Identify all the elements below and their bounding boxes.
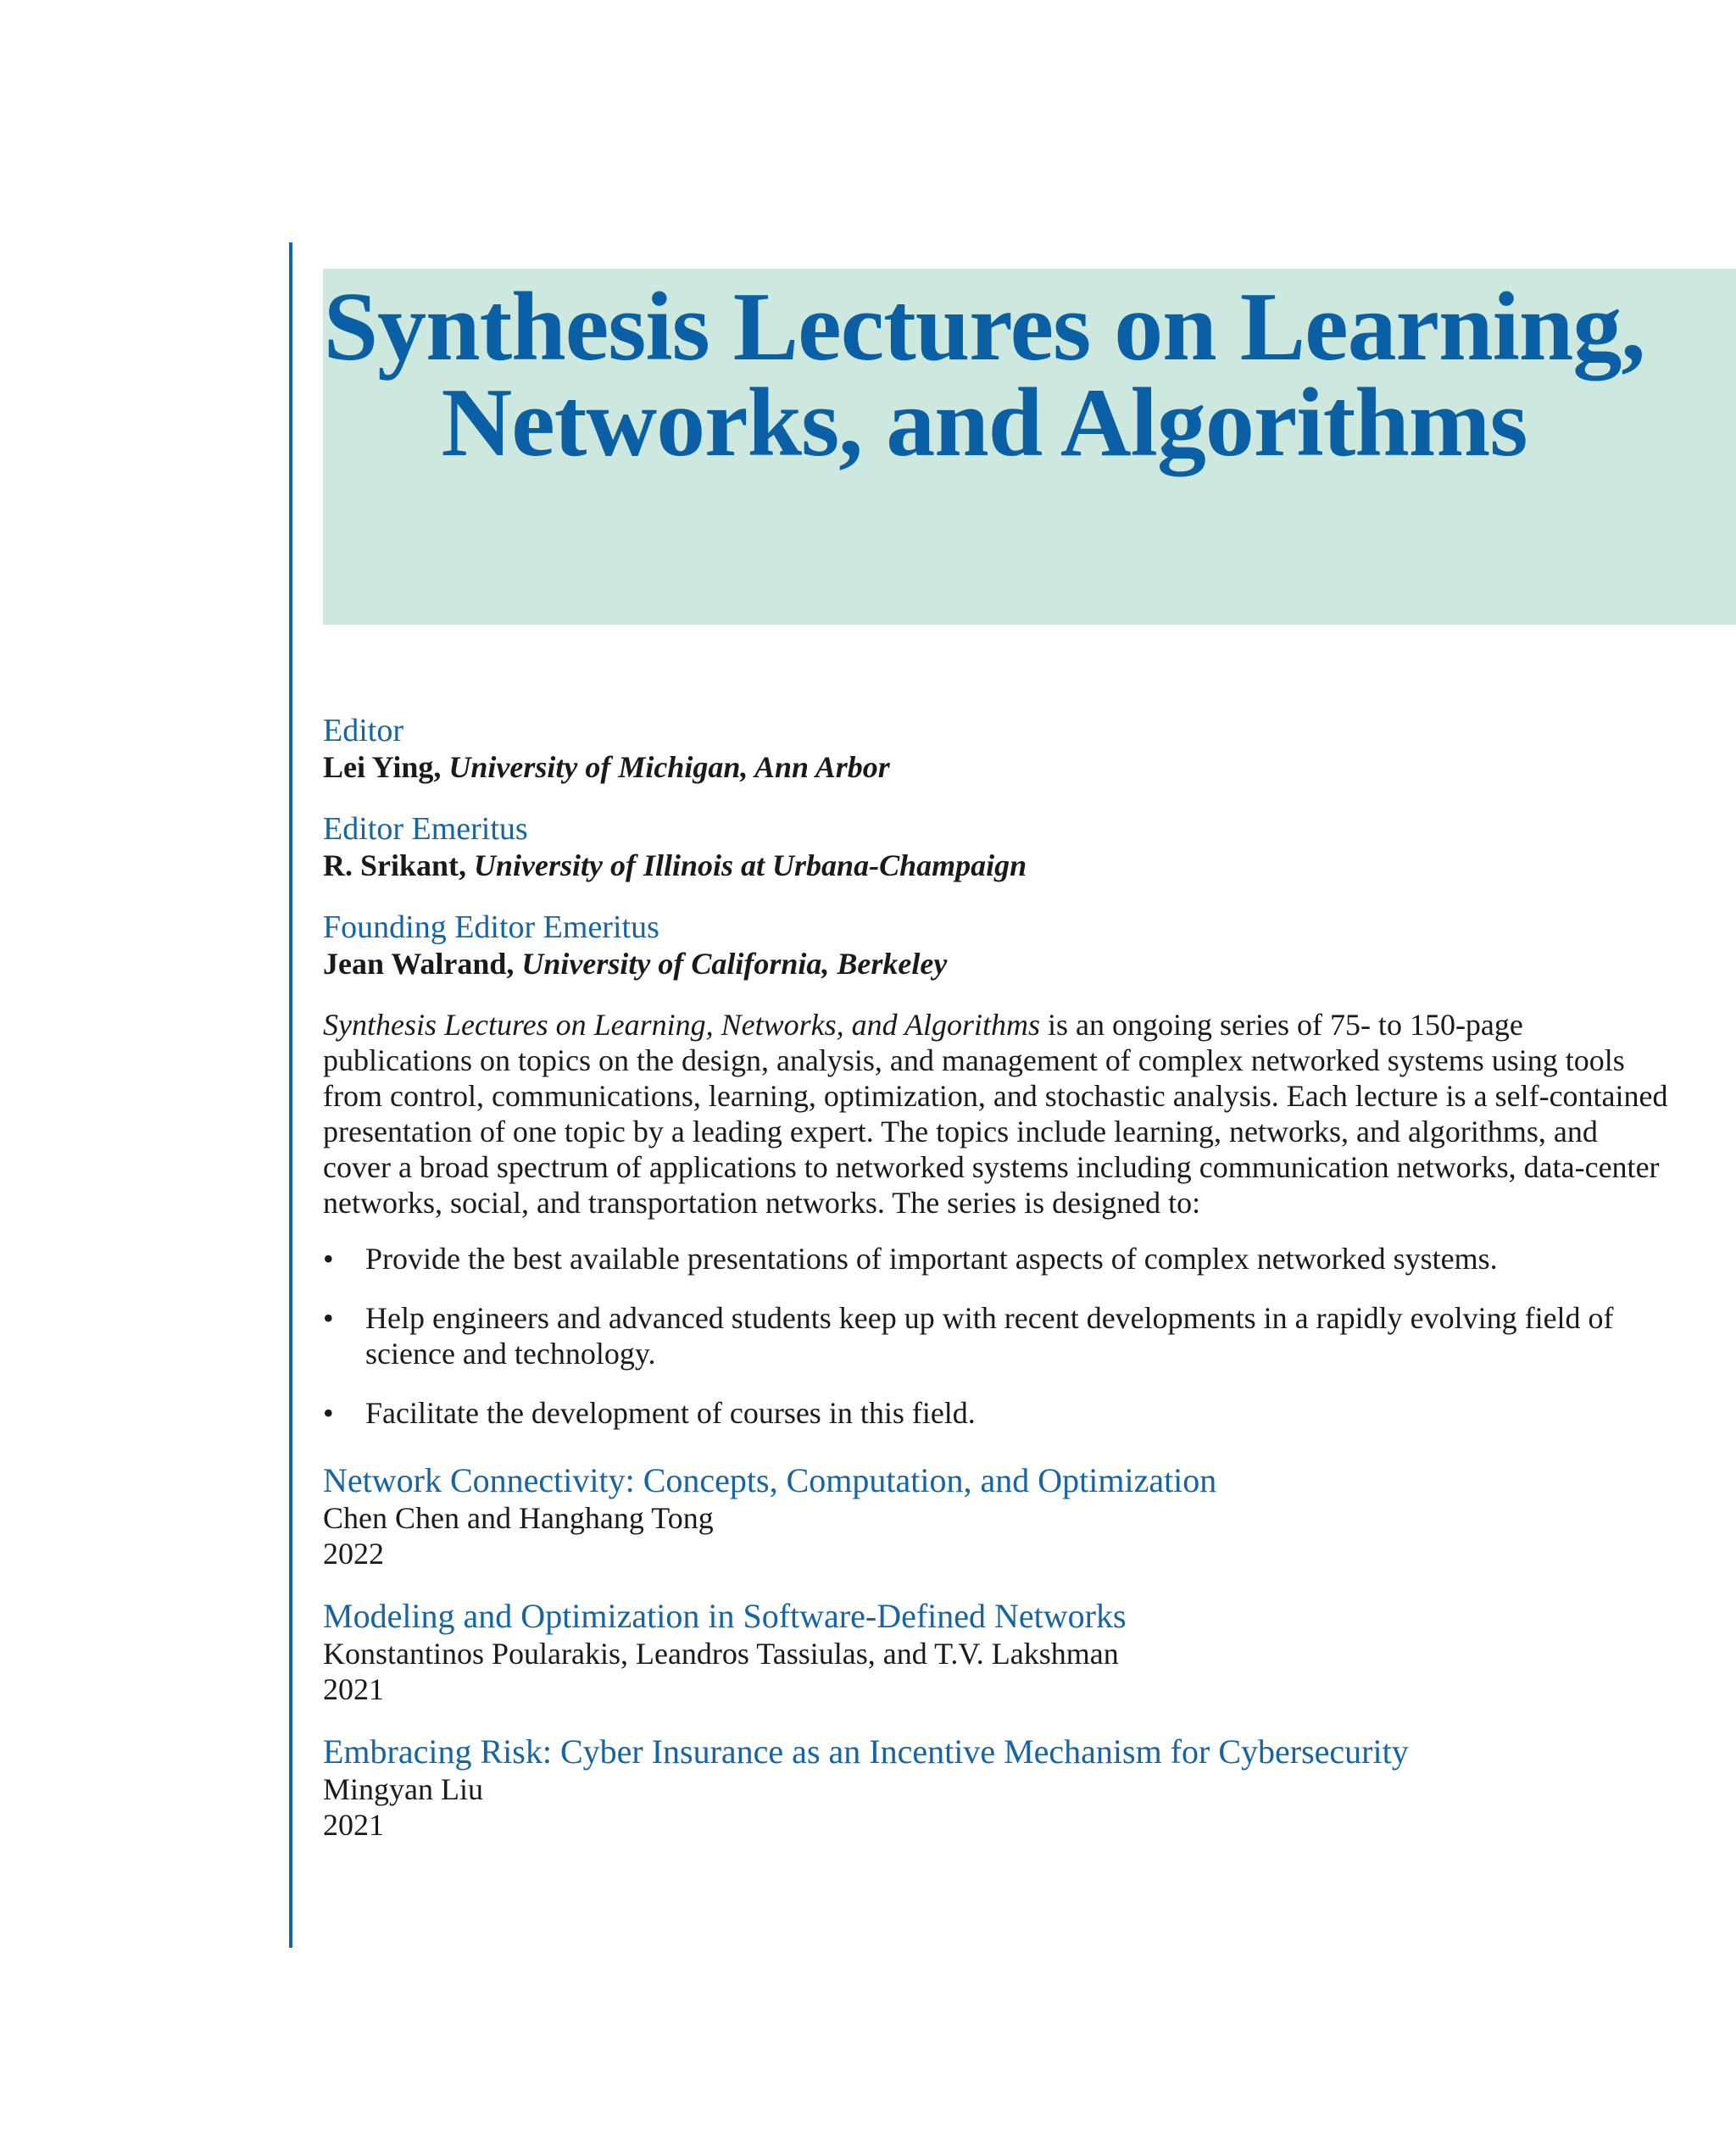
book-year: 2021 (323, 1672, 384, 1706)
book-year: 2022 (323, 1537, 384, 1571)
editor-emeritus-role: Editor Emeritus (323, 811, 528, 847)
founding-editor-affiliation: University of California, Berkeley (521, 947, 948, 981)
editor-emeritus-block (323, 810, 1679, 883)
book-entry (323, 1732, 1679, 1843)
editor-role: Editor (323, 713, 403, 748)
book-entry (323, 1461, 1679, 1571)
list-item (323, 1300, 1688, 1371)
editor-name: Lei Ying, (323, 750, 442, 784)
founding-editor-role: Founding Editor Emeritus (323, 909, 659, 945)
bullet-icon: • (323, 1242, 334, 1276)
list-item-text: Facilitate the development of courses in this field. (365, 1396, 976, 1430)
goals-list (323, 1241, 1679, 1431)
list-item (323, 1241, 1688, 1276)
series-description (323, 1007, 1671, 1221)
page-content (323, 712, 1679, 1868)
bullet-icon: • (323, 1301, 334, 1335)
list-item-text: Help engineers and advanced students keep up with recent developments in a rapidly evolving field of science and technology. (365, 1301, 1614, 1371)
left-vertical-rule (289, 242, 292, 1948)
editor-emeritus-person (323, 848, 1679, 883)
book-authors: Mingyan Liu (323, 1772, 483, 1806)
editor-block (323, 712, 1679, 785)
book-entry (323, 1597, 1679, 1707)
list-item-text: Provide the best available presentations of important aspects of complex networked systems. (365, 1242, 1498, 1276)
founding-editor-name: Jean Walrand, (323, 947, 515, 981)
series-title: Synthesis Lectures on Learning, Networks, and Algorithms (323, 273, 1645, 477)
list-item (323, 1395, 1688, 1431)
book-authors: Konstantinos Poularakis, Leandros Tassiulas, and T.V. Lakshman (323, 1637, 1119, 1671)
book-year: 2021 (323, 1808, 384, 1842)
book-authors: Chen Chen and Hanghang Tong (323, 1501, 714, 1535)
editor-emeritus-name: R. Srikant, (323, 848, 467, 882)
founding-editor-block (323, 909, 1679, 982)
editor-affiliation: University of Michigan, Ann Arbor (448, 750, 890, 784)
book-title: Network Connectivity: Concepts, Computation, and Optimization (323, 1461, 1217, 1499)
book-title: Modeling and Optimization in Software-Defined Networks (323, 1597, 1127, 1635)
editor-person (323, 749, 1679, 785)
founding-editor-person (323, 946, 1679, 982)
bullet-icon: • (323, 1396, 334, 1430)
description-text: is an ongoing series of 75- to 150-page publications on topics on the design, analysis, and management of complex networked systems using tools from control, communications, learning, optimization, and stochastic analysis. Each lecture is a self-contained presentation of one topic by a leading expert. The topics include learning, networks, and algorithms, and cover a broad spectrum of applications to networked systems including communication networks, data-center networks, social, and transportation networks. The series is designed to: (323, 1008, 1668, 1220)
editor-emeritus-affiliation: University of Illinois at Urbana-Champaign (474, 848, 1027, 882)
description-series-name: Synthesis Lectures on Learning, Networks, and Algorithms (323, 1008, 1040, 1042)
book-title: Embracing Risk: Cyber Insurance as an Incentive Mechanism for Cybersecurity (323, 1732, 1409, 1771)
